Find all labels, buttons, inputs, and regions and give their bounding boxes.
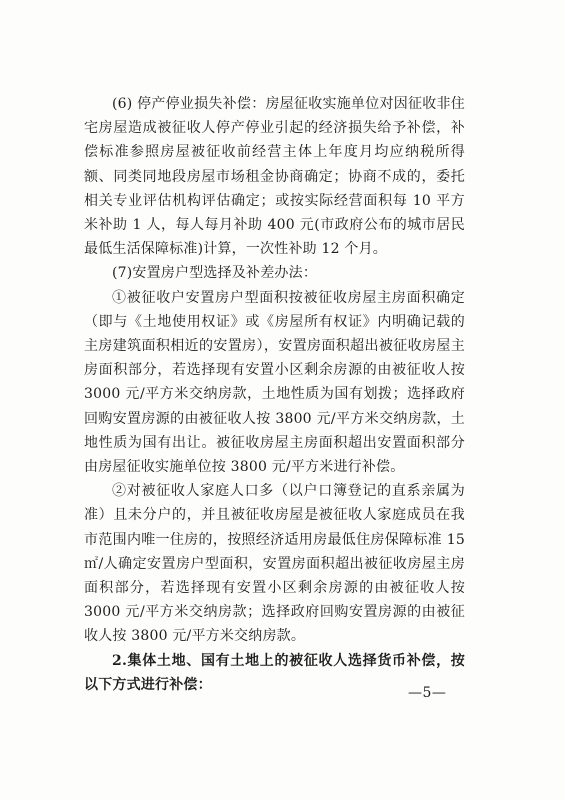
paragraph-resettlement-heading: (7)安置房户型选择及补差办法： — [112, 265, 318, 282]
paragraph-large-household-rule: ②对被征收人家庭人口多（以户口簿登记的直系亲属为准）且未分户的，并且被征收房屋是被征收人家庭成员在我市范围内唯一住房的，按照经济适用房最低住房保障标准 15㎡/人确定安置房户型面积，安置房面积超出被征收房屋主房面积部分，若选择现有安置小区剩余房源的由被征收人按 3000 元/平方米交纳房款；选择政府回购安置房源的由被征收人按 3800 元/平方米交纳房款。 — [84, 483, 465, 645]
paragraph-resettlement-area-rule: ①被征收户安置房户型面积按被征收房屋主房面积确定（即与《土地使用权证》或《房屋所有权证》内明确记载的主房建筑面积相近的安置房），安置房面积超出被征收房屋主房面积部分，若选择现有安置小区剩余房源的由被征收人按 3000 元/平方米交纳房款，土地性质为国有划拨；选择政府回购安置房源的由被征收人按 3800 元/平方米交纳房款，土地性质为国有出让。被征收房屋主房面积超出安置面积部分由房屋征收实施单位按 3800 元/平方米进行补偿。 — [84, 289, 465, 476]
document-body — [84, 92, 465, 697]
paragraph-monetary-compensation-heading: 2.集体土地、国有土地上的被征收人选择货币补偿，按以下方式进行补偿： — [84, 652, 465, 693]
paragraph-business-loss-compensation: (6) 停产停业损失补偿：房屋征收实施单位对因征收非住宅房屋造成被征收人停产停业引起的经济损失给予补偿，补偿标准参照房屋被征收前经营主体上年度月均应纳税所得额、同类同地段房屋市场租金协商确定；协商不成的，委托相关专业评估机构评估确定；或按实际经营面积每 10 平方米补助 1 人，每人每月补助 400 元(市政府公布的城市居民最低生活保障标准)计算，一次性补助 12 个月。 — [84, 96, 465, 258]
page-number: —5— — [408, 685, 447, 701]
